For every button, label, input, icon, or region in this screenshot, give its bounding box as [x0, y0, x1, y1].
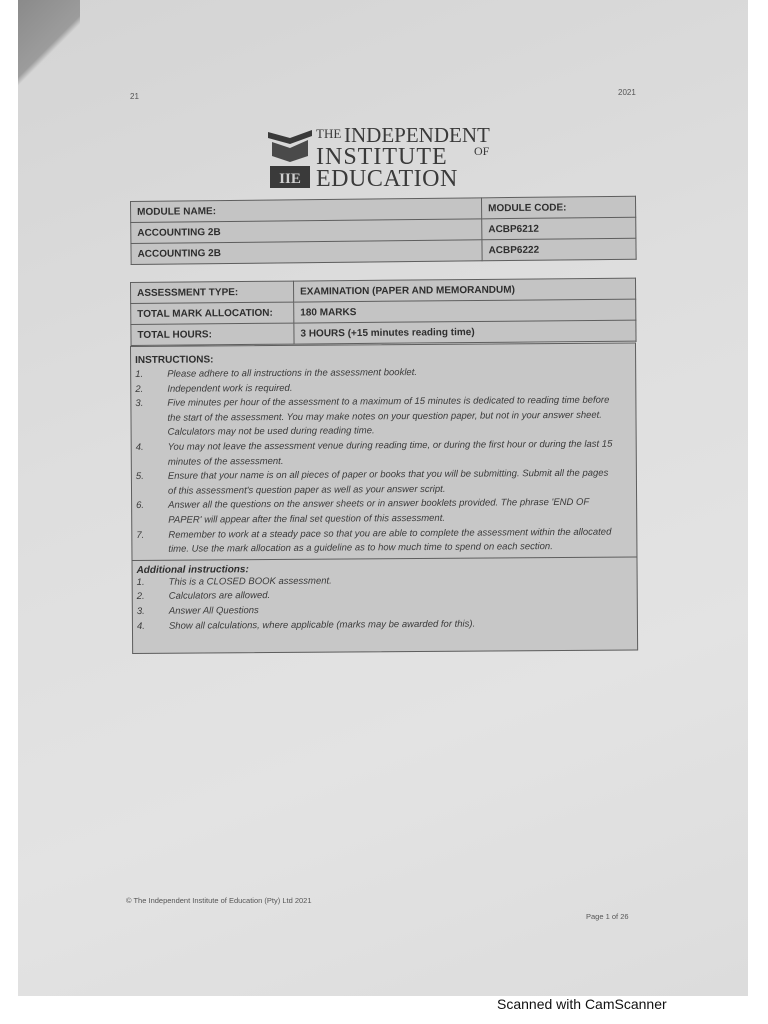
item-text: Answer All Questions — [168, 605, 259, 617]
item-text: Show all calculations, where applicable (marks may be awarded for this). — [168, 618, 476, 632]
additional-instructions-heading: Additional instructions: — [136, 563, 249, 576]
logo-of: OF — [474, 144, 490, 158]
module-code-cell: ACBP6222 — [482, 238, 636, 261]
module-name-cell: ACCOUNTING 2B — [131, 240, 482, 265]
document-page — [18, 0, 748, 996]
item-number: 4. — [135, 441, 144, 453]
instructions-heading: INSTRUCTIONS: — [135, 354, 214, 366]
item-text: Calculators are allowed. — [168, 590, 271, 603]
item-number: 6. — [136, 500, 145, 512]
module-code-cell: ACBP6212 — [482, 217, 636, 240]
module-name-cell: ACCOUNTING 2B — [131, 219, 482, 244]
logo-the: THE — [316, 126, 342, 141]
list-item — [131, 394, 635, 441]
item-text: This is a CLOSED BOOK assessment. — [168, 575, 332, 588]
top-page-number: 21 — [130, 92, 139, 101]
item-number: 5. — [135, 471, 144, 483]
total-marks-value: 180 MARKS — [294, 299, 636, 323]
total-hours-value: 3 HOURS (+15 minutes reading time) — [294, 320, 636, 344]
logo-independent: INDEPENDENT — [344, 123, 490, 147]
instructions-list — [131, 364, 636, 557]
item-text: Ensure that your name is on all pieces of paper or books that you will be submitting. Submit all the pages of this assessment's question paper as well as your answer script. — [167, 467, 609, 497]
item-number: 7. — [136, 529, 145, 541]
item-text: Five minutes per hour of the assessment to a maximum of 15 minutes is dedicated to reading time before the start of the assessment. You may make notes on your question paper, but not in your answer sheet. Calculators may not be used during reading time. — [167, 394, 610, 439]
item-text: You may not leave the assessment venue during reading time, or during the first hour or during the last 15 minutes of the assessment. — [167, 438, 613, 468]
module-code-header: MODULE CODE: — [481, 196, 635, 219]
list-item — [132, 496, 636, 529]
item-number: 4. — [136, 620, 145, 632]
list-item — [132, 467, 636, 500]
total-hours-label: TOTAL HOURS: — [131, 323, 294, 345]
item-text: Independent work is required. — [167, 382, 293, 395]
iie-logo — [266, 123, 506, 192]
item-text: Please adhere to all instructions in the assessment booklet. — [167, 366, 418, 380]
assessment-table — [130, 278, 637, 346]
item-number: 1. — [135, 368, 144, 380]
list-item — [133, 616, 637, 634]
assessment-type-value: EXAMINATION (PAPER AND MEMORANDUM) — [293, 278, 635, 302]
top-year: 2021 — [618, 88, 636, 97]
assessment-type-label: ASSESSMENT TYPE: — [131, 281, 294, 303]
item-number: 3. — [135, 398, 144, 410]
instructions-box — [130, 342, 638, 654]
camscanner-watermark: Scanned with CamScanner — [497, 996, 667, 1012]
module-name-header: MODULE NAME: — [131, 198, 482, 223]
list-item — [132, 437, 636, 470]
item-number: 2. — [135, 383, 144, 395]
logo-education: EDUCATION — [316, 166, 458, 192]
logo-institute: INSTITUTE — [316, 144, 448, 170]
list-item — [132, 525, 636, 558]
additional-instructions-list — [133, 572, 637, 634]
item-number: 2. — [136, 591, 145, 603]
total-marks-label: TOTAL MARK ALLOCATION: — [131, 302, 294, 324]
item-number: 3. — [136, 605, 145, 617]
item-number: 1. — [136, 576, 145, 588]
module-table — [130, 196, 637, 265]
item-text: Remember to work at a steady pace so that you are able to complete the assessment within the allocated time. Use the mark allocation as a guideline as to how much time to spend on each section. — [168, 526, 612, 555]
logo-mark-text: IIE — [279, 171, 301, 187]
footer-page-number: Page 1 of 26 — [586, 912, 629, 921]
folded-corner — [18, 0, 80, 110]
item-text: Answer all the questions on the answer sheets or in answer booklets provided. The phrase 'END OF PAPER' will appear after the final set question of this assessment. — [168, 497, 590, 526]
book-logo-icon — [266, 126, 314, 190]
footer-copyright: © The Independent Institute of Education (Pty) Ltd 2021 — [126, 896, 312, 905]
